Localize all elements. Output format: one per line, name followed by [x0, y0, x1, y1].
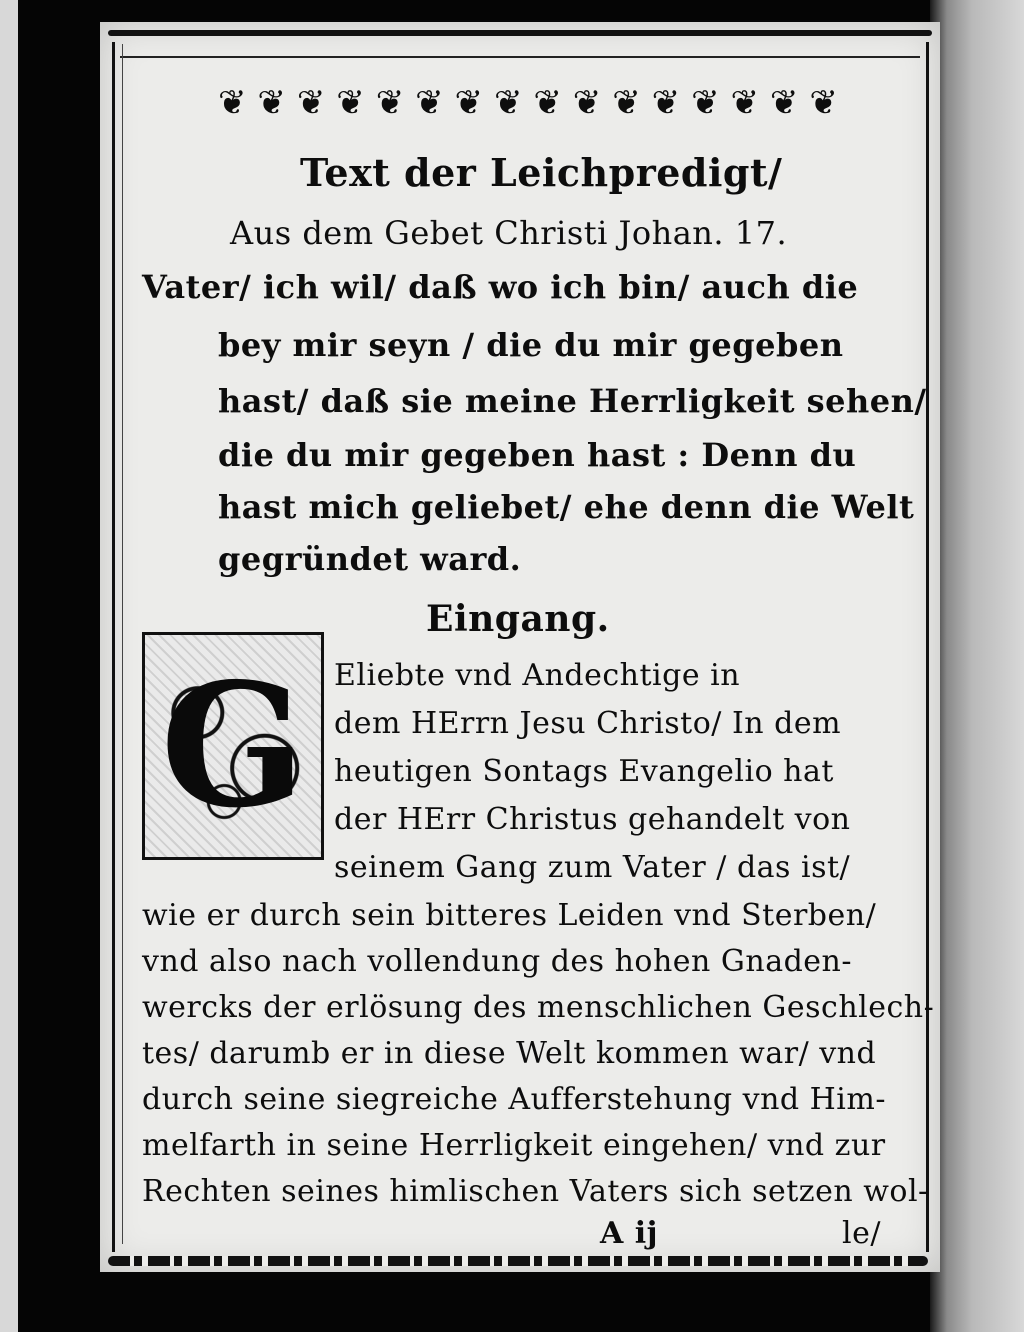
page-title: Text der Leichpredigt/: [300, 150, 783, 195]
bottom-border-rule: [108, 1256, 928, 1266]
body-line: seinem Gang zum Vater / das ist/: [334, 850, 851, 885]
ornament-glyph: ❦: [809, 83, 838, 123]
ornament-glyph: ❦: [296, 83, 326, 123]
body-line: dem HErrn Jesu Christo/ In dem: [334, 706, 842, 741]
top-inner-rule: [120, 56, 920, 58]
verse-line: hast/ daß sie meine Herrligkeit sehen/: [218, 382, 927, 420]
body-line: der HErr Christus gehandelt von: [334, 802, 851, 837]
ornament-glyph: ❦: [730, 83, 759, 123]
ornament-glyph: ❦: [375, 83, 405, 123]
section-heading: Eingang.: [426, 598, 610, 640]
initial-glyph: G: [160, 646, 306, 846]
top-border-rule: [108, 30, 932, 36]
body-line: wie er durch sein bitteres Leiden vnd Sterben/: [142, 898, 877, 933]
ornament-glyph: ❦: [769, 83, 799, 123]
ornament-glyph: ❦: [336, 83, 365, 123]
body-line: heutigen Sontags Evangelio hat: [334, 754, 834, 789]
ornament-glyph: ❦: [218, 83, 247, 123]
catchword: le/: [842, 1216, 881, 1251]
left-frame-rule: [112, 42, 115, 1252]
body-line: tes/ darumb er in diese Welt kommen war/ vnd: [142, 1036, 877, 1071]
ornament-glyph: ❦: [454, 83, 484, 123]
ornament-glyph: ❦: [257, 83, 286, 123]
ornament-glyph: ❦: [691, 83, 720, 123]
left-margin-edge: [0, 0, 18, 1332]
right-facing-page-edge: [930, 0, 1024, 1332]
body-line: durch seine siegreiche Aufferstehung vnd Him-: [142, 1082, 886, 1117]
verse-line: die du mir gegeben hast : Denn du: [218, 436, 857, 474]
ornament-glyph: ❦: [651, 83, 681, 123]
body-line: wercks der erlösung des menschlichen Geschlech-: [142, 990, 935, 1025]
verse-line: bey mir seyn / die du mir gegeben: [218, 326, 844, 364]
signature-mark: A ij: [600, 1216, 658, 1251]
body-line: Rechten seines himlischen Vaters sich setzen wol-: [142, 1174, 929, 1209]
ornament-glyph: ❦: [415, 83, 444, 123]
verse-line: Vater/ ich wil/ daß wo ich bin/ auch die: [142, 268, 859, 306]
left-inner-rule: [122, 44, 123, 1244]
verse-line: hast mich geliebet/ ehe denn die Welt: [218, 488, 915, 526]
ornament-glyph: ❦: [493, 83, 523, 123]
right-frame-rule: [926, 42, 929, 1252]
ornament-band: [218, 82, 838, 124]
ornament-glyph: ❦: [572, 83, 602, 123]
book-page: [100, 22, 940, 1272]
body-line: melfarth in seine Herrligkeit eingehen/ vnd zur: [142, 1128, 886, 1163]
body-line: vnd also nach vollendung des hohen Gnaden-: [142, 944, 853, 979]
ornament-glyph: ❦: [612, 83, 641, 123]
ornament-glyph: ❦: [533, 83, 562, 123]
decorated-initial-letter: [142, 632, 324, 860]
verse-line: gegründet ward.: [218, 540, 522, 578]
body-line: Eliebte vnd Andechtige in: [334, 658, 741, 693]
scripture-reference: Aus dem Gebet Christi Johan. 17.: [230, 214, 788, 252]
